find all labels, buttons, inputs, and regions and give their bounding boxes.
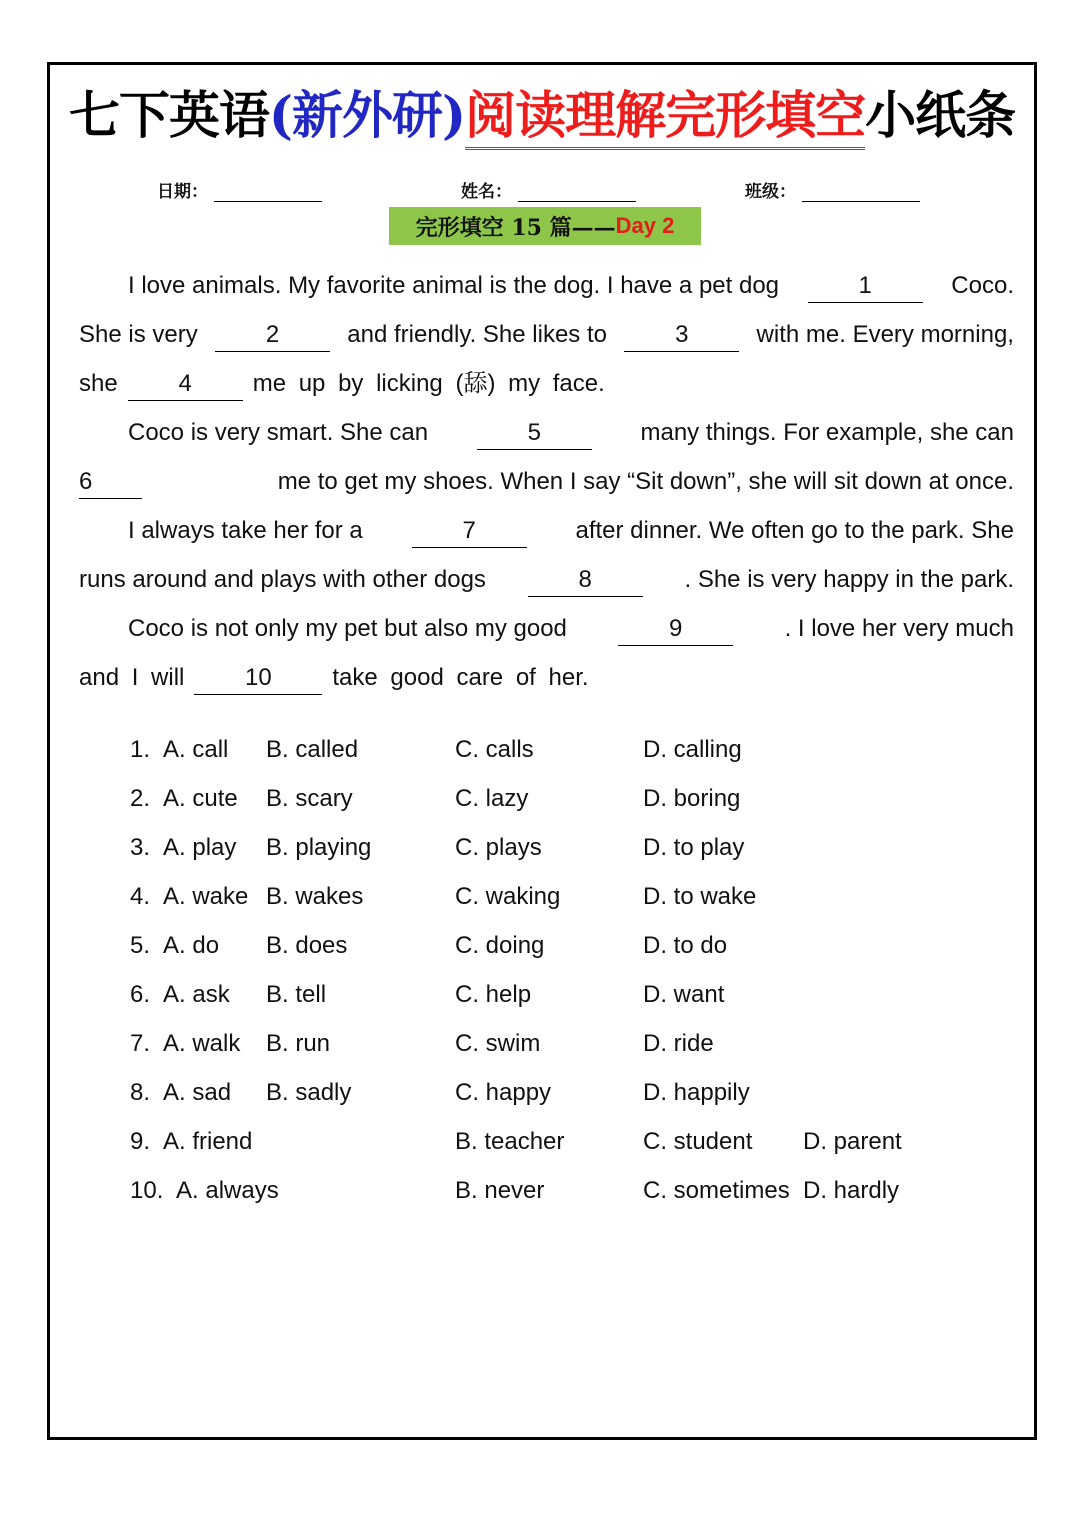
passage-line — [79, 604, 1014, 653]
option-d[interactable]: D. to play — [643, 834, 745, 861]
passage-line — [79, 310, 1014, 359]
passage-text: I always take her for a — [128, 517, 363, 544]
blank-4[interactable]: 4 — [128, 370, 243, 401]
banner-text: 完形填空 15 篇—— — [415, 214, 616, 241]
passage-text: I love animals. My favorite animal is the dog. I have a pet dog — [128, 272, 780, 299]
passage-line — [79, 261, 1014, 310]
option-a[interactable]: A. do — [163, 932, 220, 959]
answer-options — [130, 725, 990, 1215]
passage-text: . She is very happy in the park. — [684, 566, 1014, 593]
passage-text: and I will — [79, 664, 185, 691]
option-a[interactable]: A. play — [163, 834, 237, 861]
option-b[interactable]: B. teacher — [455, 1128, 565, 1155]
option-row-9 — [130, 1117, 990, 1166]
option-row-1 — [130, 725, 990, 774]
class-field — [745, 177, 920, 202]
page-title — [50, 83, 1034, 149]
passage-line — [79, 506, 1014, 555]
passage-line — [79, 457, 1014, 506]
option-b[interactable]: B. does — [266, 932, 348, 959]
banner-day: Day 2 — [615, 213, 675, 238]
question-number: 6. — [130, 981, 151, 1008]
passage-line — [79, 408, 1014, 457]
option-c[interactable]: C. doing — [455, 932, 545, 959]
option-row-2 — [130, 774, 990, 823]
option-row-6 — [130, 970, 990, 1019]
passage-line — [79, 359, 1014, 408]
option-d[interactable]: D. boring — [643, 785, 741, 812]
option-c[interactable]: C. lazy — [455, 785, 529, 812]
option-c[interactable]: C. swim — [455, 1030, 541, 1057]
date-label: 日期： — [157, 182, 208, 202]
blank-8[interactable]: 8 — [528, 566, 643, 597]
question-number: 8. — [130, 1079, 151, 1106]
passage-text: with me. Every morning, — [756, 321, 1014, 348]
option-d[interactable]: D. to wake — [643, 883, 757, 910]
option-b[interactable]: B. called — [266, 736, 359, 763]
option-a[interactable]: A. always — [176, 1177, 279, 1204]
title-part-grade: 七下英语 — [68, 86, 269, 146]
option-c[interactable]: C. plays — [455, 834, 542, 861]
passage-text: runs around and plays with other dogs — [79, 566, 486, 593]
passage-line — [79, 555, 1014, 604]
option-d[interactable]: D. parent — [803, 1128, 902, 1155]
option-a[interactable]: A. cute — [163, 785, 238, 812]
option-c[interactable]: C. waking — [455, 883, 561, 910]
option-d[interactable]: D. calling — [643, 736, 742, 763]
option-d[interactable]: D. to do — [643, 932, 728, 959]
option-b[interactable]: B. sadly — [266, 1079, 352, 1106]
option-b[interactable]: B. run — [266, 1030, 331, 1057]
blank-1[interactable]: 1 — [808, 272, 923, 303]
blank-10[interactable]: 10 — [194, 664, 322, 695]
section-banner — [389, 207, 701, 245]
passage-text: Coco is very smart. She can — [128, 419, 429, 446]
option-d[interactable]: D. happily — [643, 1079, 750, 1106]
passage-text: Coco is not only my pet but also my good — [128, 615, 567, 642]
class-input-line[interactable] — [802, 183, 920, 202]
name-input-line[interactable] — [518, 183, 636, 202]
option-b[interactable]: B. tell — [266, 981, 327, 1008]
option-row-7 — [130, 1019, 990, 1068]
passage-text: me up by licking (舔) my face. — [252, 370, 605, 397]
question-number: 1. — [130, 736, 151, 763]
blank-9[interactable]: 9 — [618, 615, 733, 646]
option-b[interactable]: B. never — [455, 1177, 545, 1204]
option-c[interactable]: C. happy — [455, 1079, 552, 1106]
option-c[interactable]: C. sometimes — [643, 1177, 790, 1204]
option-a[interactable]: A. sad — [163, 1079, 232, 1106]
cloze-passage — [79, 261, 1014, 702]
blank-7[interactable]: 7 — [412, 517, 527, 548]
option-b[interactable]: B. playing — [266, 834, 372, 861]
question-number: 3. — [130, 834, 151, 861]
date-field — [157, 177, 322, 202]
title-part-suffix: 小纸条 — [865, 86, 1016, 146]
blank-5[interactable]: 5 — [477, 419, 592, 450]
date-input-line[interactable] — [214, 183, 322, 202]
blank-3[interactable]: 3 — [624, 321, 739, 352]
option-c[interactable]: C. help — [455, 981, 532, 1008]
question-number: 5. — [130, 932, 151, 959]
passage-text: me to get my shoes. When I say “Sit down”, she will sit down at once. — [277, 468, 1014, 495]
question-number: 10. — [130, 1177, 164, 1204]
question-number: 7. — [130, 1030, 151, 1057]
option-row-10 — [130, 1166, 990, 1215]
question-number: 2. — [130, 785, 151, 812]
passage-text: She is very — [79, 321, 198, 348]
option-a[interactable]: A. wake — [163, 883, 249, 910]
class-label: 班级： — [745, 182, 796, 202]
passage-text: Coco. — [951, 272, 1014, 299]
option-row-4 — [130, 872, 990, 921]
title-part-topic: 阅读理解完形填空 — [465, 86, 865, 150]
option-d[interactable]: D. ride — [643, 1030, 714, 1057]
option-row-5 — [130, 921, 990, 970]
passage-text: after dinner. We often go to the park. She — [575, 517, 1014, 544]
option-d[interactable]: D. hardly — [803, 1177, 900, 1204]
passage-text: many things. For example, she can — [640, 419, 1014, 446]
option-row-3 — [130, 823, 990, 872]
passage-text: she — [79, 370, 118, 397]
option-c[interactable]: C. student — [643, 1128, 753, 1155]
title-part-edition: (新外研) — [268, 86, 466, 146]
passage-text: take good care of her. — [332, 664, 589, 691]
name-field — [461, 177, 636, 202]
blank-2[interactable]: 2 — [215, 321, 330, 352]
worksheet-frame — [47, 62, 1037, 1440]
question-number: 9. — [130, 1128, 151, 1155]
option-b[interactable]: B. wakes — [266, 883, 364, 910]
option-b[interactable]: B. scary — [266, 785, 353, 812]
passage-text: . I love her very much — [784, 615, 1014, 642]
option-a[interactable]: A. ask — [163, 981, 230, 1008]
option-c[interactable]: C. calls — [455, 736, 534, 763]
option-d[interactable]: D. want — [643, 981, 725, 1008]
name-label: 姓名： — [461, 182, 512, 202]
option-a[interactable]: A. call — [163, 736, 229, 763]
blank-6[interactable]: 6 — [79, 468, 142, 499]
passage-text: and friendly. She likes to — [347, 321, 607, 348]
question-number: 4. — [130, 883, 151, 910]
passage-line — [79, 653, 1014, 702]
option-a[interactable]: A. friend — [163, 1128, 253, 1155]
option-a[interactable]: A. walk — [163, 1030, 241, 1057]
option-row-8 — [130, 1068, 990, 1117]
